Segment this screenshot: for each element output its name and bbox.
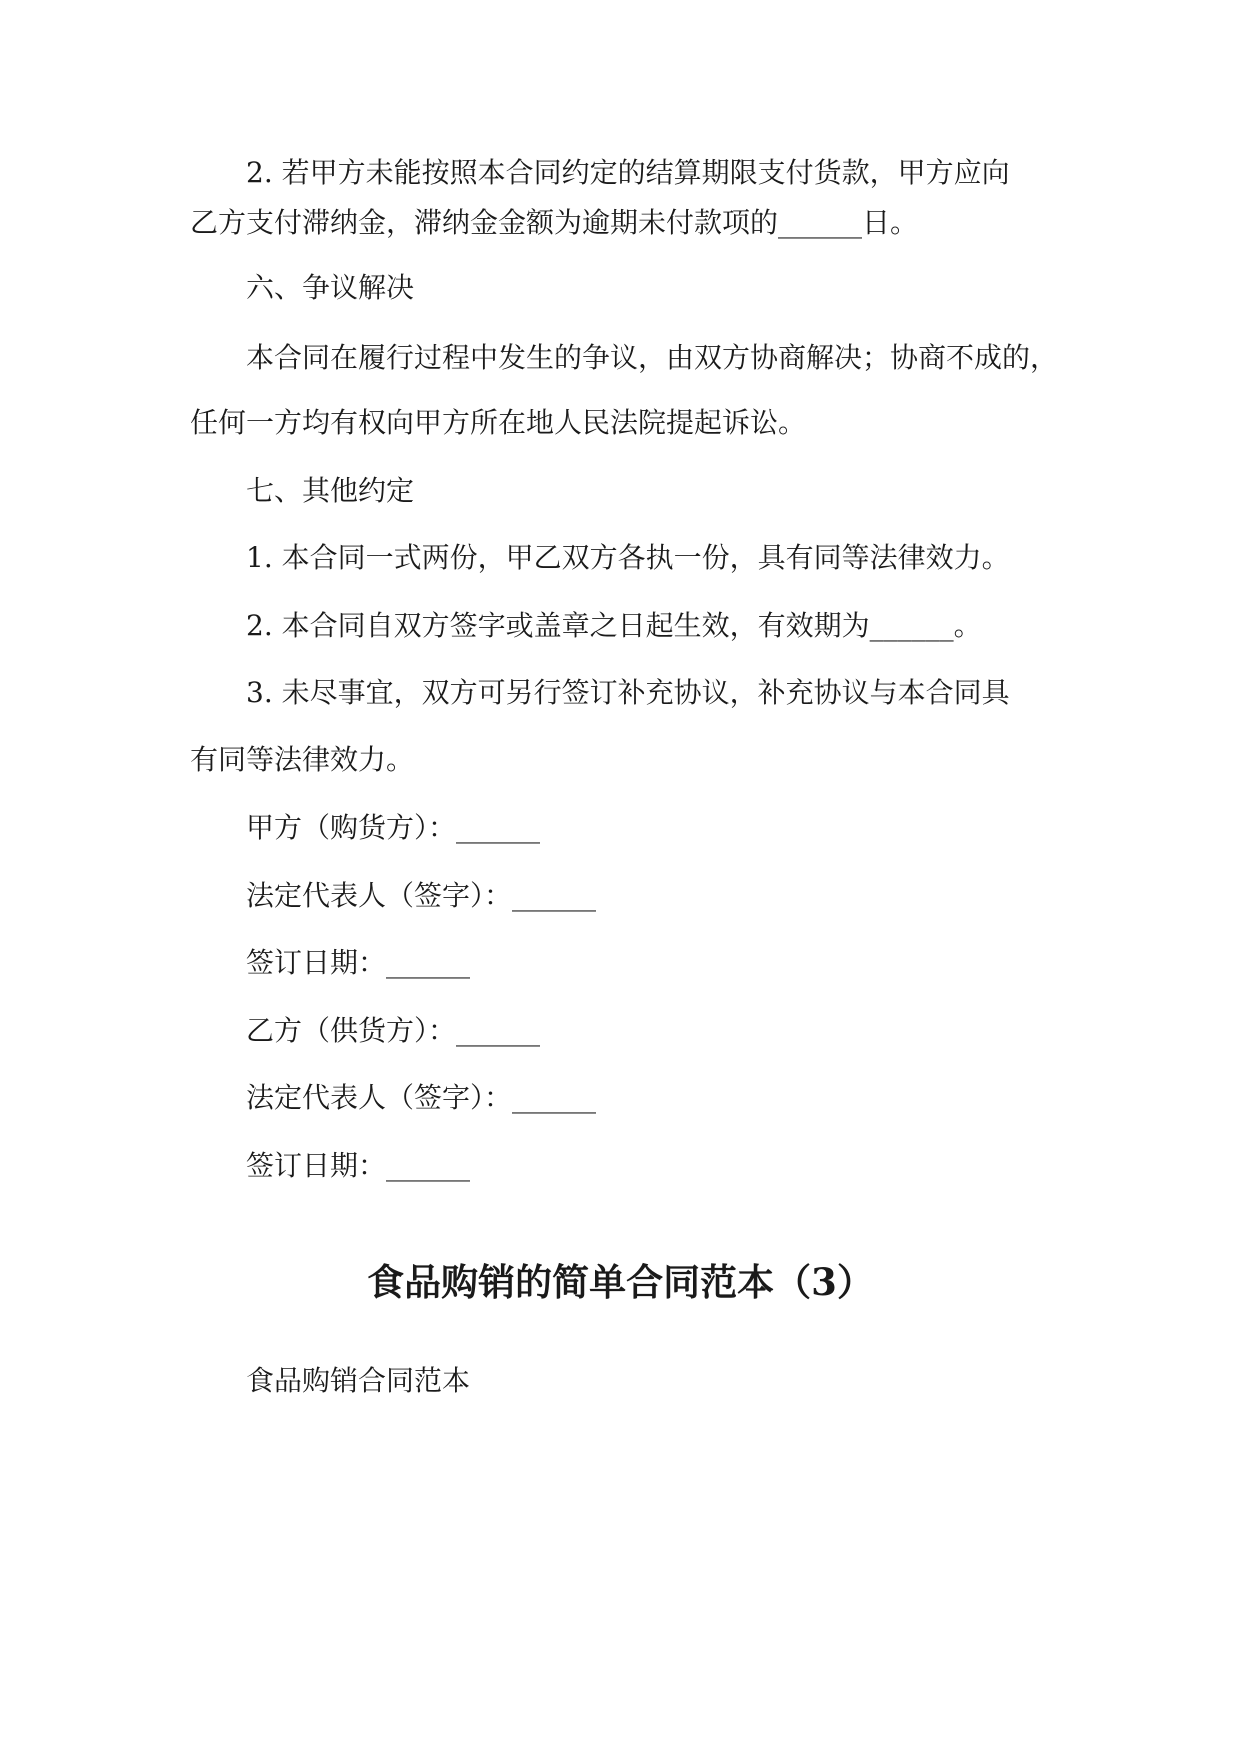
paragraph-line: 乙方支付滞纳金，滞纳金金额为逾期未付款项的______日。 bbox=[190, 206, 919, 239]
section-heading: 七、其他约定 bbox=[246, 474, 415, 507]
subtitle: 食品购销合同范本 bbox=[246, 1364, 471, 1397]
paragraph-line: 3. 未尽事宜，双方可另行签订补充协议，补充协议与本合同具 bbox=[246, 676, 1010, 709]
signature-field: 签订日期：______ bbox=[246, 946, 471, 979]
paragraph-line: 本合同在履行过程中发生的争议，由双方协商解决；协商不成的， bbox=[246, 341, 1059, 374]
signature-field: 乙方（供货方）：______ bbox=[246, 1014, 541, 1047]
signature-field: 法定代表人（签字）：______ bbox=[246, 1081, 597, 1114]
signature-field: 签订日期：______ bbox=[246, 1149, 471, 1182]
paragraph-line: 1. 本合同一式两份，甲乙双方各执一份，具有同等法律效力。 bbox=[246, 541, 1010, 574]
signature-field: 甲方（购货方）：______ bbox=[246, 811, 541, 844]
paragraph-line: 有同等法律效力。 bbox=[190, 743, 415, 776]
signature-field: 法定代表人（签字）：______ bbox=[246, 879, 597, 912]
paragraph-line: 任何一方均有权向甲方所在地人民法院提起诉讼。 bbox=[190, 406, 807, 439]
paragraph-line: 2. 本合同自双方签字或盖章之日起生效，有效期为______。 bbox=[246, 609, 982, 642]
section-title: 食品购销的简单合同范本（3） bbox=[367, 1260, 874, 1304]
section-heading: 六、争议解决 bbox=[246, 271, 415, 304]
paragraph-line: 2. 若甲方未能按照本合同约定的结算期限支付货款，甲方应向 bbox=[246, 156, 1010, 189]
